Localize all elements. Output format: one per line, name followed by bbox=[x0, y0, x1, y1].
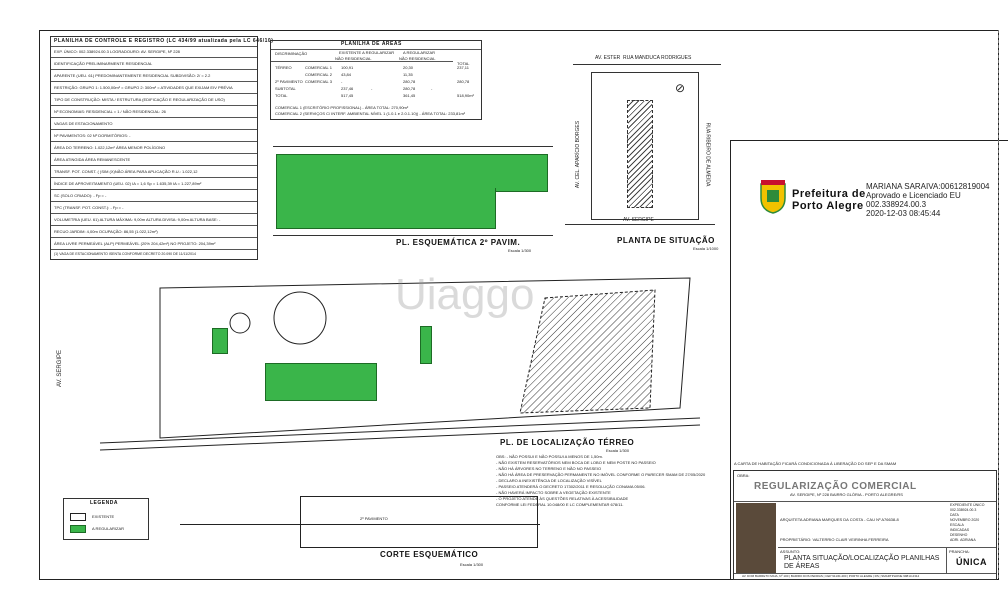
control-row: ÁREA LIVRE PERMEÁVEL (ALP) PERMEÁVEL (20% 204,42m²) NO PROJETO: 204,39m² bbox=[54, 241, 216, 246]
ground-area-small-left bbox=[212, 328, 228, 354]
areas-head-3: TOTAL bbox=[457, 61, 470, 66]
situation-lot bbox=[627, 100, 653, 208]
side-field: NOVEMBRO 2020 bbox=[950, 518, 980, 522]
side-field: DATA bbox=[950, 513, 959, 517]
side-field: INDICADAS bbox=[950, 528, 970, 532]
areas-table bbox=[270, 40, 482, 120]
architect: ARQUITETA ADRIANA MARQUES DA COSTA - CAU Nº A76638-8 bbox=[780, 517, 899, 522]
areas-cell: 237,46 bbox=[341, 86, 354, 91]
ground-note: - DECLARO A INEXISTÊNCIA DE LOCALIZAÇÃO VISÍVEL bbox=[496, 478, 602, 483]
situation-plan bbox=[565, 52, 725, 252]
areas-cell: - bbox=[341, 79, 343, 84]
signer: MARIANA SARAIVA:00612819004 bbox=[866, 182, 990, 191]
section-2pav-label: 2º PAVIMENTO bbox=[360, 516, 388, 521]
situation-scale: Escala 1/1000 bbox=[693, 246, 719, 251]
porto-alegre-coat-of-arms-icon bbox=[758, 178, 788, 214]
control-row: TPC (TRANSF. POT. CONST.): - Fp = - bbox=[54, 205, 124, 210]
side-field: ADRI. ADRIANA bbox=[950, 538, 976, 542]
areas-cell: 2º PAVIMENTO bbox=[275, 79, 303, 84]
legend-regularize-swatch bbox=[70, 525, 86, 533]
upper-floor-title: PL. ESQUEMÁTICA 2º PAVIM. bbox=[396, 238, 521, 247]
legend-title: LEGENDA bbox=[90, 500, 118, 506]
street-borges: AV. CEL. APARÍCIO BORGES bbox=[575, 120, 582, 189]
ground-note: - O PROJETO ATENDE ÀS QUESTÕES RELATIVAS À ACESSIBILIDADE bbox=[496, 496, 629, 501]
areas-cell: 20,30 bbox=[403, 65, 414, 70]
control-row: ÁREA ATINGIDA ÁREA REMANESCENTE bbox=[54, 157, 131, 162]
control-row: SC (SOLO CRIADO): - Fp = - bbox=[54, 193, 107, 198]
approval-datetime: 2020-12-03 08:45:44 bbox=[866, 209, 941, 218]
areas-head-1: EXISTENTE A REGULARIZAR bbox=[339, 50, 395, 55]
control-row: Nº PAVIMENTOS: 02 Nº DORMITÓRIOS: - bbox=[54, 133, 131, 138]
owner: PROPRIETÁRIO: VALTERRIO CLAIR VEIRINHA FERREIRA bbox=[780, 537, 889, 542]
areas-cell: 43,84 bbox=[341, 72, 352, 77]
subject: PLANTA SITUAÇÃO/LOCALIZAÇÃO PLANILHAS DE ÁREAS bbox=[784, 555, 940, 570]
areas-cell: SUBTOTAL bbox=[275, 86, 296, 91]
ground-note: - NÃO HAVERÁ IMPACTO SOBRE A VEGETAÇÃO EXISTENTE bbox=[496, 490, 611, 495]
watermark: Uiaggo bbox=[395, 270, 535, 319]
areas-table-title: PLANILHA DE ÁREAS bbox=[341, 41, 402, 47]
firm-logo bbox=[736, 503, 776, 573]
legend-existing-label: EXISTENTE bbox=[92, 514, 115, 519]
side-field: EXPEDIENTE ÚNICO bbox=[950, 503, 985, 507]
areas-note-2: COMERCIAL 2 (SERVIÇOS C/ INTERF. AMBIENTAL NÍVEL 1 (1.0.1 e 2.0.1.10)) - ÁREA TOTAL: 233,81m² bbox=[275, 111, 466, 116]
areas-cell: 518,90m² bbox=[457, 93, 474, 98]
control-row: TRANSF. POT. CONST. ( )SIM (X)NÃO ÁREA PARA APLICAÇÃO R.U.: 1.022,12 bbox=[54, 169, 198, 174]
ground-floor-outline bbox=[57, 268, 710, 458]
ground-note: OBS: - NÃO POSSUI E NÃO POSSUI A MENOS DE 1,50m. bbox=[496, 454, 603, 459]
areas-cell: 237,11 bbox=[457, 65, 469, 70]
situation-title: PLANTA DE SITUAÇÃO bbox=[617, 236, 715, 245]
title-block-note: A CARTA DE HABITAÇÃO FICARÁ CONDICIONADA À LIBERAÇÃO DO SEP E DA SMAM bbox=[734, 461, 897, 466]
areas-cell: COMERCIAL 3 bbox=[305, 79, 332, 84]
control-table bbox=[50, 36, 274, 260]
areas-cell: COMERCIAL 2 bbox=[305, 72, 332, 77]
approval-stamp bbox=[728, 140, 1008, 230]
control-row: VOLUMETRIA (UEU. 61) ALTURA MÁXIMA: 9,00m ALTURA DIVISA: 9,00m ALTURA BASE: - bbox=[54, 217, 221, 222]
title-block-side-fields bbox=[948, 503, 994, 545]
areas-cell: 361,45 bbox=[403, 93, 416, 98]
section-title: CORTE ESQUEMÁTICO bbox=[380, 550, 479, 559]
control-row: RESTRIÇÃO: GRUPO 1: 1.500,00m² = GRUPO 2: 300m² = ATIVIDADES QUE EXIJAM EIV PRÉVIA bbox=[54, 85, 233, 90]
areas-subhead-2: NÃO RESIDENCIAL bbox=[335, 56, 372, 61]
org-name-line1: Prefeitura de bbox=[792, 188, 866, 200]
areas-note-1: COMERCIAL 1 (ESCRITÓRIO PROFISSIONAL) - ÁREA TOTAL: 270,90m² bbox=[275, 105, 409, 110]
title-block-footer: AV. DOM BARRETO MAIA, Nº 100 | BAIRRO DOS PEDRAS | CEP 91130-400 | PORTO ALEGRE | RS | SMARTPHONE 99813-2314 bbox=[742, 574, 920, 578]
legend-regularize-label: A REGULARIZAR bbox=[92, 526, 125, 531]
control-row: Nº ECONOMIAS: RESIDENCIAL = 1 / NÃO RESIDENCIAL: 26 bbox=[54, 109, 166, 114]
upper-floor-area bbox=[276, 154, 548, 192]
areas-cell: 517,45 bbox=[341, 93, 354, 98]
areas-cell: - bbox=[431, 86, 433, 91]
areas-cell: 11,35 bbox=[403, 72, 413, 77]
areas-cell: 280,78 bbox=[403, 86, 416, 91]
ground-title: PL. DE LOCALIZAÇÃO TÉRREO bbox=[500, 438, 635, 447]
control-row: ÍNDICE DE APROVEITAMENTO (UEU. 02) IA = 1,6 Sp = 1.635,39 IA = 1.227,89m² bbox=[54, 181, 202, 186]
areas-cell: - bbox=[371, 86, 373, 91]
north-arrow-icon: ⊘ bbox=[675, 81, 686, 95]
control-row: IDENTIFICAÇÃO PRELIMINARMENTE RESIDENCIAL bbox=[54, 61, 153, 66]
areas-cell: 280,78 bbox=[403, 79, 416, 84]
control-row: TIPO DE CONSTRUÇÃO: MISTA / ESTRUTURA (EDIFICAÇÃO E REGULARIZAÇÃO DE USO) bbox=[54, 97, 225, 102]
street-almeida: RUA RIBEIRO DE ALMEIDA bbox=[704, 122, 711, 187]
areas-head-0: DISCRIMINAÇÃO bbox=[275, 51, 308, 56]
control-table-footnote: (1) VAGA DE ESTACIONAMENTO ISENTA CONFORME DECRETO 20.090 DE 11/11/2014 bbox=[54, 252, 196, 256]
section-drawing bbox=[180, 480, 550, 570]
section-scale: Escala 1/300 bbox=[460, 562, 484, 567]
areas-cell: TÉRREO bbox=[275, 65, 292, 70]
street-sergipe-ground: AV. SERGIPE bbox=[57, 349, 64, 388]
upper-floor-plan bbox=[268, 140, 558, 260]
title-block bbox=[733, 470, 997, 580]
control-row: EXP. ÚNICO: 002.338924.00.3 LOGRADOURO: AV. SERGIPE, Nº 228 bbox=[54, 49, 180, 54]
sheet-value: ÚNICA bbox=[956, 557, 987, 567]
areas-subhead-4: NÃO RESIDENCIAL bbox=[399, 56, 436, 61]
control-table-title: PLANILHA DE CONTROLE E REGISTRO (LC 434/99 atualizada pela LC 646/10) bbox=[54, 38, 274, 44]
ground-note: CONFORME LEI FEDERAL 10.048/00 E LC COMPLEMENTAR 678/11. bbox=[496, 502, 624, 507]
areas-cell: TOTAL bbox=[275, 93, 288, 98]
side-field: 002.338924.00.3 bbox=[950, 508, 977, 512]
ground-note: - NÃO HÁ ÁRVORES NO TERRENO E NÃO NO PASSEIO bbox=[496, 466, 602, 471]
ground-area-right bbox=[420, 326, 432, 364]
control-row: APARENTE (UEU. 61) PREDOMINANTEMENTE RESIDENCIAL SUBDIVISÃO: 2/ = 2.2 bbox=[54, 73, 211, 78]
control-row: VAGAS DE ESTACIONAMENTO bbox=[54, 121, 113, 126]
street-ester: AV. ESTER bbox=[595, 55, 621, 61]
street-manduca: RUA MANDUCA RODRIGUES bbox=[623, 55, 692, 61]
ground-note: - NÃO HÁ ÁREA DE PRESERVAÇÃO PERMANENTE NO IMÓVEL CONFORME O PARECER SMAM DE 27/05/2020 bbox=[496, 472, 706, 477]
side-field: ESCALA bbox=[950, 523, 964, 527]
areas-cell: 280,78 bbox=[457, 79, 470, 84]
street-sergipe-situation: AV. SERGIPE bbox=[623, 217, 654, 223]
areas-cell: COMERCIAL 1 bbox=[305, 65, 332, 70]
ground-floor-plan bbox=[57, 268, 710, 458]
org-name-line2: Porto Alegre bbox=[792, 200, 864, 212]
obra-label: OBRA: bbox=[737, 473, 750, 478]
areas-cell: 100,91 bbox=[341, 65, 354, 70]
ground-note: - NÃO EXISTEM RESERVATÓRIOS NEM BOCA DE LOBO E NEM POSTE NO PASSEIO bbox=[496, 460, 656, 465]
project-address: AV. SERGIPE, Nº 228 BAIRRO GLÓRIA - PORTO ALEGRE/RS bbox=[790, 492, 903, 497]
control-row: ÁREA DO TERRENO: 1.022,12m² ÁREA MENOR POLÍGONO bbox=[54, 145, 166, 150]
sheet-trim-line bbox=[998, 30, 1000, 578]
project-title: REGULARIZAÇÃO COMERCIAL bbox=[754, 481, 917, 492]
ground-note: - PASSEIO ATENDERÁ O DECRETO 17302/2011 E RESOLUÇÃO CONAMA 05/06. bbox=[496, 484, 646, 489]
legend-box bbox=[63, 498, 149, 540]
control-row: RECUO JARDIM: 4,00m OCUPAÇÃO: 86,55 (1.022,12m²) bbox=[54, 229, 158, 234]
sheet-label: PRANCHA: bbox=[949, 549, 970, 554]
upper-floor-scale: Escala 1/300 bbox=[508, 248, 532, 253]
ground-area-center bbox=[265, 363, 377, 401]
side-field: DESENHO bbox=[950, 533, 968, 537]
areas-head-2: A REGULARIZAR bbox=[403, 50, 436, 55]
ground-scale: Escala 1/300 bbox=[606, 448, 630, 453]
legend-existing-swatch bbox=[70, 513, 86, 521]
approval-process: 002.338924.00.3 bbox=[866, 200, 927, 209]
approval-status: Aprovado e Licenciado EU bbox=[866, 191, 961, 200]
subject-label: ASSUNTO: bbox=[780, 549, 801, 554]
